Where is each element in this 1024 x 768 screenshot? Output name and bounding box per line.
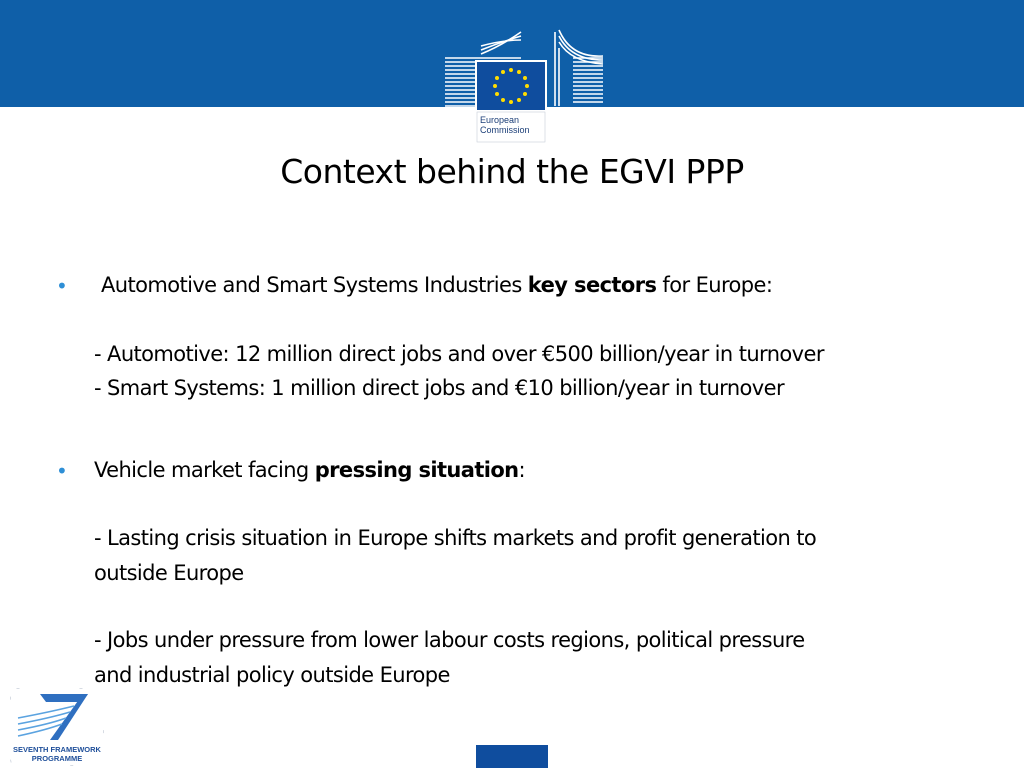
bullet-1-lead: Automotive and Smart Systems Industries <box>101 273 528 297</box>
bullet-2-bold: pressing situation <box>314 458 519 482</box>
bullet-2-heading <box>94 458 525 482</box>
slide-title: Context behind the EGVI PPP <box>280 152 744 191</box>
bullet-1-sub-automotive: - Automotive: 12 million direct jobs and over €500 billion/year in turnover <box>94 342 824 366</box>
bullet-2-sub-jobs-line2: and industrial policy outside Europe <box>94 663 450 687</box>
logo-line-european: European <box>480 115 520 125</box>
bullet-2-sub-crisis-line2: outside Europe <box>94 561 244 585</box>
bullet-marker-2: • <box>56 459 68 483</box>
bullet-2-tail: : <box>518 458 526 482</box>
eu-flag-bottom <box>476 745 548 768</box>
bullet-2-lead: Vehicle market facing <box>94 458 315 482</box>
bullet-1-tail: for Europe: <box>656 273 773 297</box>
bullet-2-sub-crisis-line1: - Lasting crisis situation in Europe shifts markets and profit generation to <box>94 526 817 550</box>
bullet-2-sub-jobs-line1: - Jobs under pressure from lower labour costs regions, political pressure <box>94 628 805 652</box>
bullet-1-heading <box>101 273 772 297</box>
logo-line-commission: Commission <box>480 125 530 135</box>
fp7-line1: SEVENTH FRAMEWORK <box>13 745 101 754</box>
bullet-marker-1: • <box>56 274 68 298</box>
bullet-1-bold: key sectors <box>527 273 657 297</box>
seventh-framework-programme-logo <box>10 688 104 766</box>
bullet-1-sub-smart-systems: - Smart Systems: 1 million direct jobs and €10 billion/year in turnover <box>94 376 784 400</box>
fp7-line2: PROGRAMME <box>31 754 83 763</box>
